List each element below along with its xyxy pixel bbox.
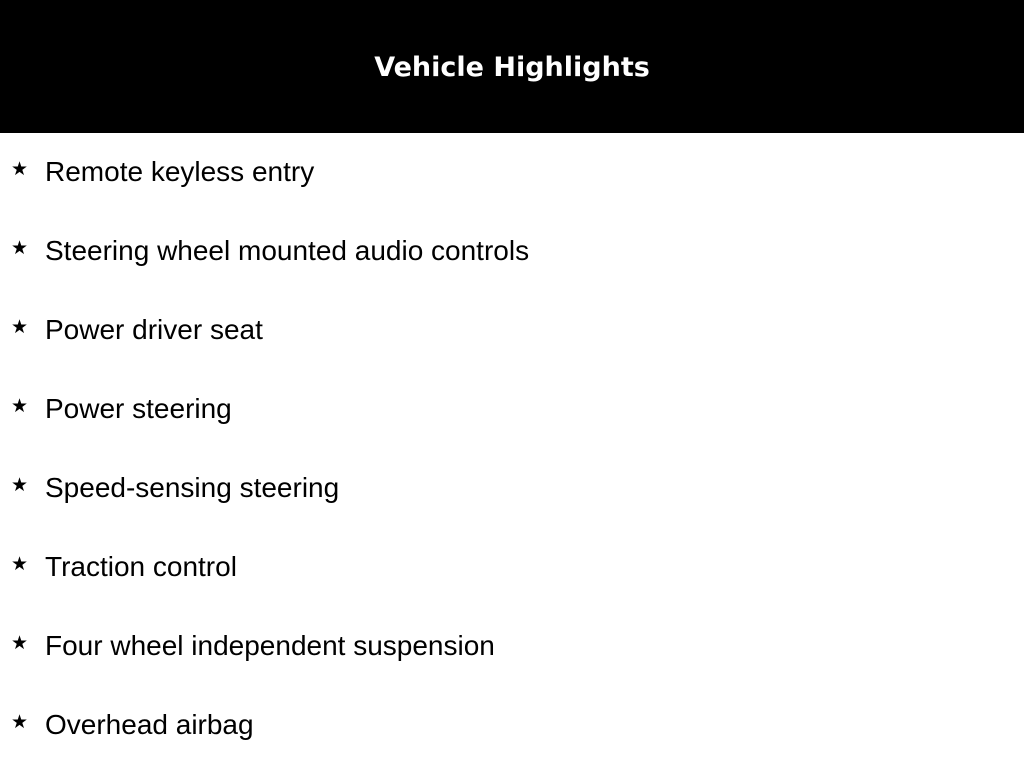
highlight-label: Power steering [45,393,232,424]
highlight-label: Steering wheel mounted audio controls [45,235,530,266]
list-item [0,686,1024,765]
page-title: Vehicle Highlights [374,52,650,83]
star-icon: ★ [11,632,29,654]
list-item [0,291,1024,370]
highlight-label: Power driver seat [45,314,263,345]
star-icon: ★ [11,711,29,733]
star-icon: ★ [11,395,29,417]
list-item [0,133,1024,212]
list-item [0,212,1024,291]
list-item [0,370,1024,449]
list-item [0,449,1024,528]
star-icon: ★ [11,237,29,259]
highlight-label: Traction control [45,551,237,582]
highlight-label: Four wheel independent suspension [45,630,495,661]
star-icon: ★ [11,158,29,180]
star-icon: ★ [11,316,29,338]
list-item [0,528,1024,607]
star-icon: ★ [11,474,29,496]
highlight-label: Remote keyless entry [45,156,315,187]
star-icon: ★ [11,553,29,575]
header-bar [0,0,1024,133]
list-item [0,607,1024,686]
highlight-label: Speed-sensing steering [45,472,340,503]
highlights-list [0,133,1024,765]
highlight-label: Overhead airbag [45,709,254,740]
